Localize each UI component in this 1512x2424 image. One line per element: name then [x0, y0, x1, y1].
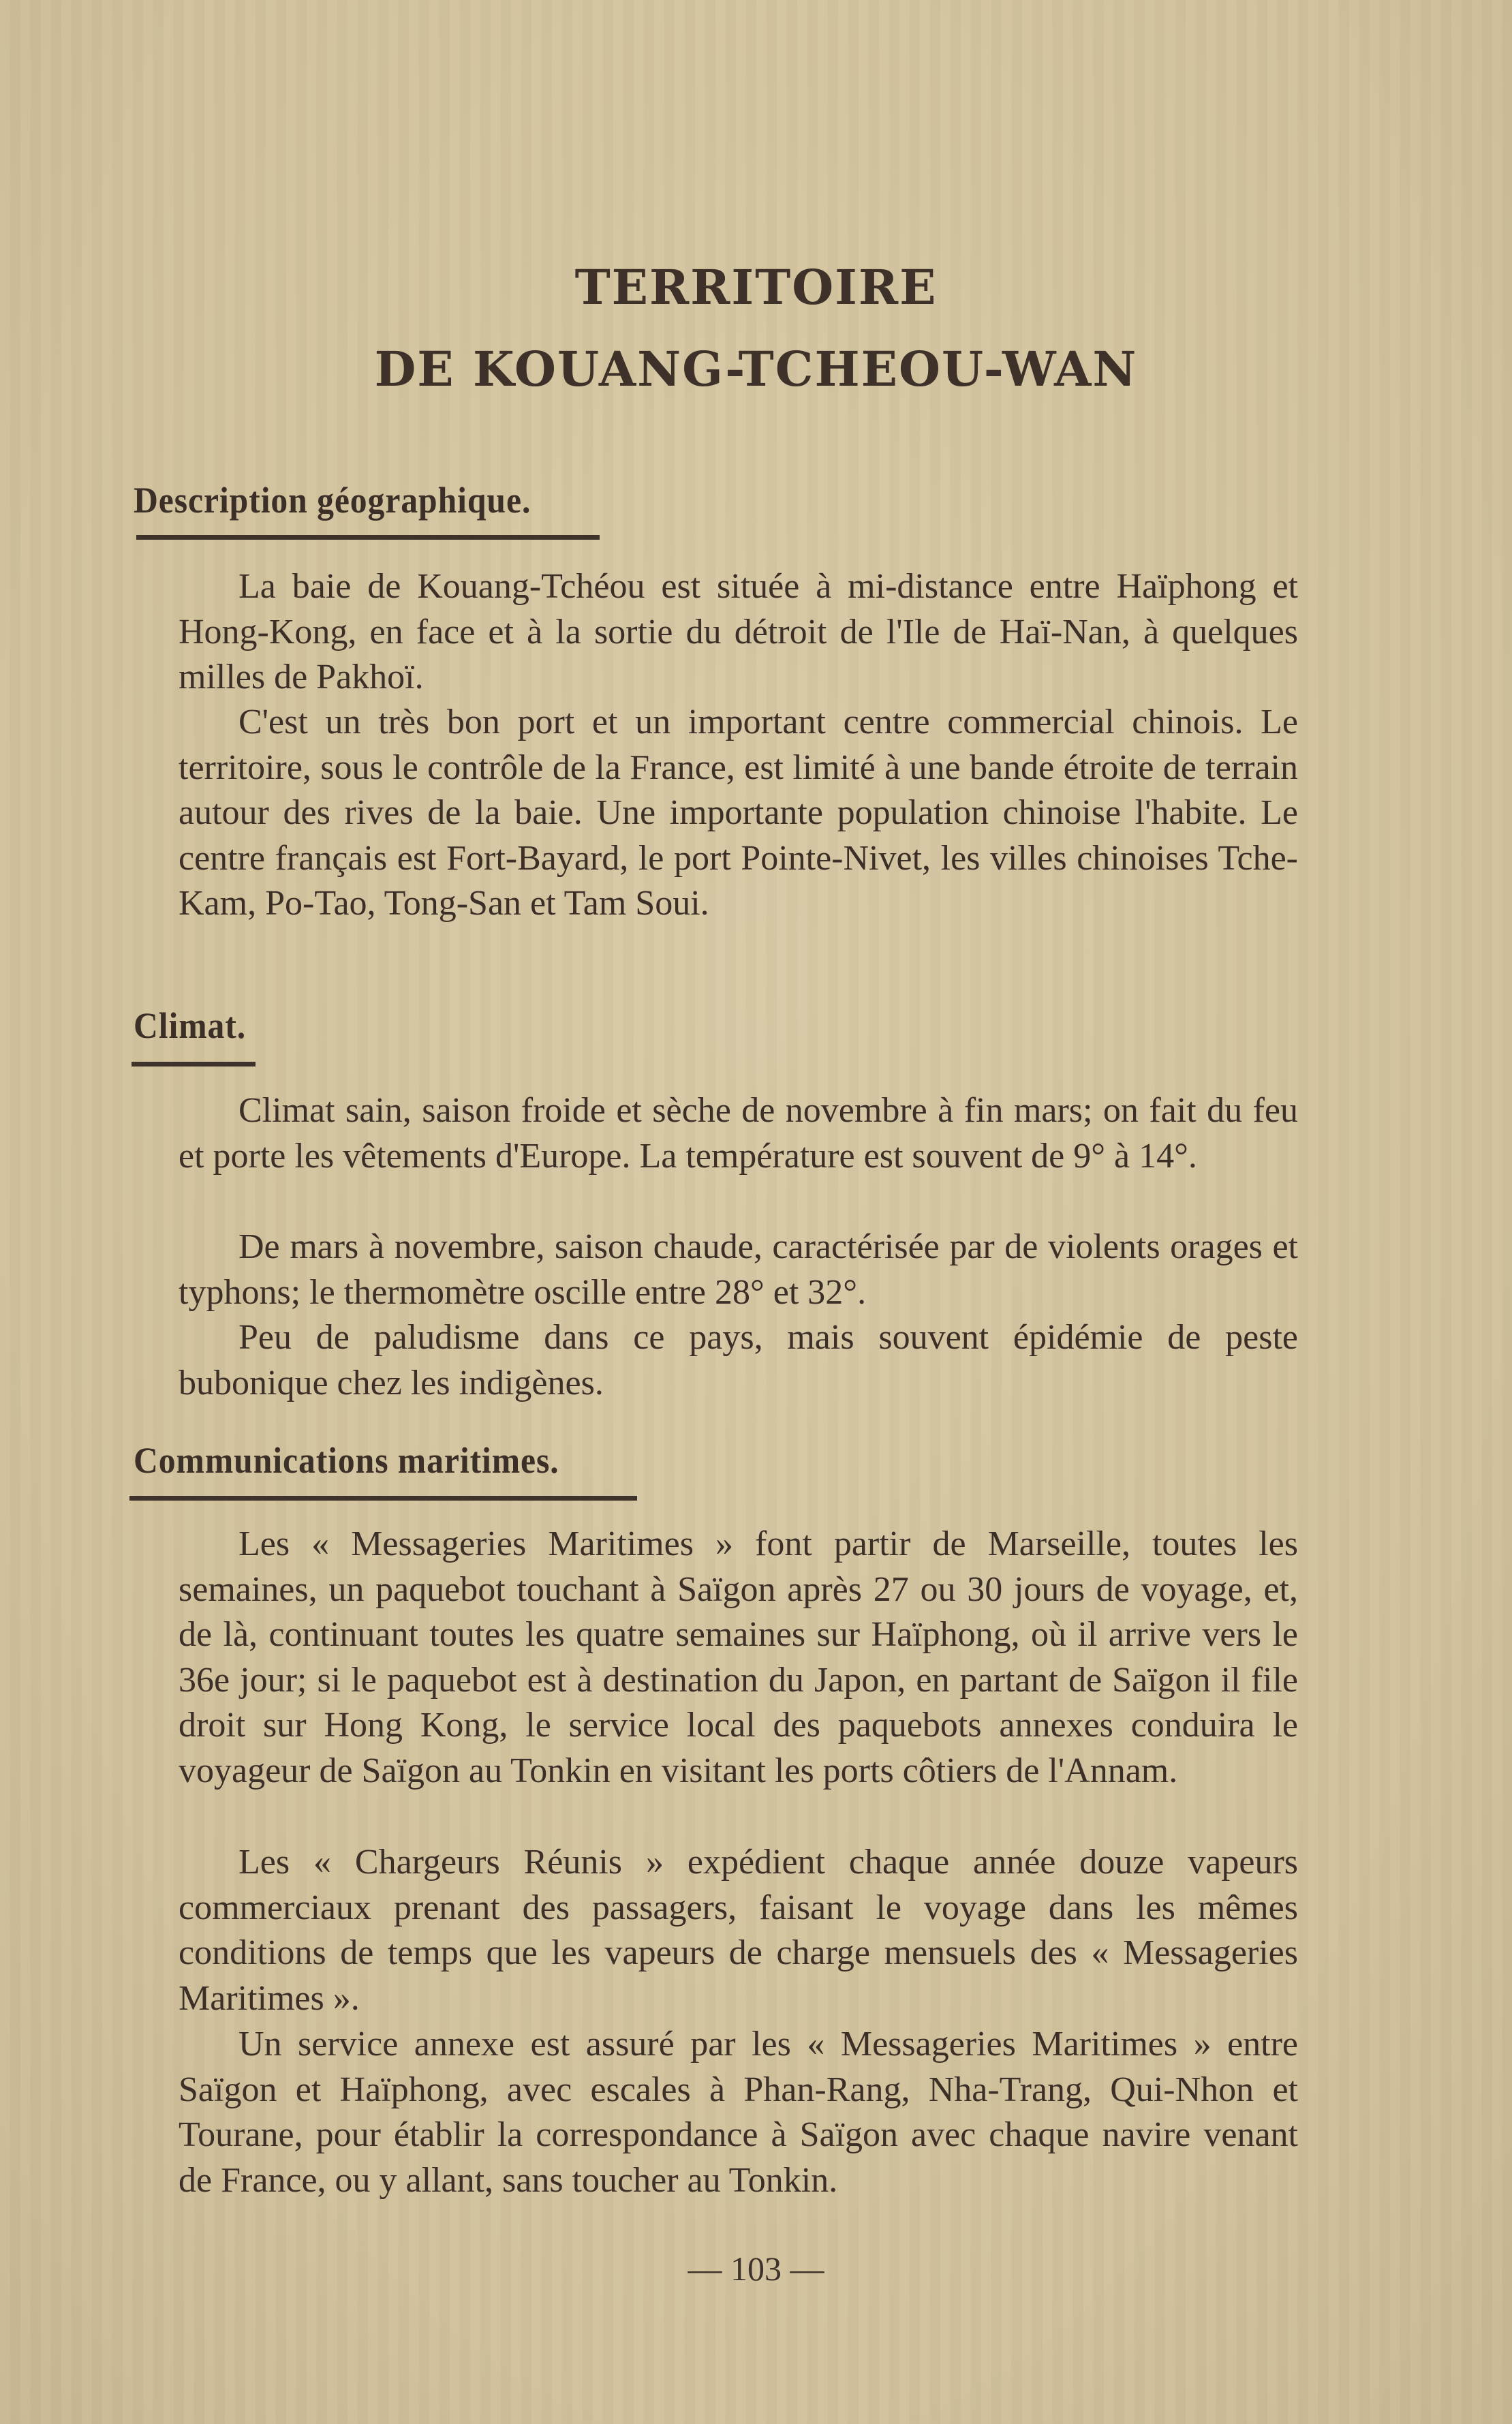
heading-underline — [132, 1062, 256, 1067]
paragraph: Un service annexe est assuré par les « Messageries Maritimes » entre Saïgon et Haïphong, avec escales à Phan-Rang, Nha-Trang, Qui-Nhon et Tourane, pour établir la correspondance à Saïgon avec chaque navire venant de France, ou y allant, sans toucher au Tonkin. — [179, 2025, 1298, 2200]
page-title-line-1: TERRITOIRE — [574, 259, 938, 316]
heading-underline — [136, 535, 600, 540]
paragraph: Les « Chargeurs Réunis » expédient chaque année douze vapeurs commerciaux prenant des passagers, faisant le voyage dans les mêmes conditions de temps que les vapeurs de charge mensuels des « Messageries Maritimes ». — [179, 1843, 1298, 2018]
paragraph: Les « Messageries Maritimes » font partir de Marseille, toutes les semaines, un paquebot touchant à Saïgon après 27 ou 30 jours de voyage, et, de là, continuant toutes les quatre semaines sur Haïphong, où il arrive vers le 36e jour; si le paquebot est à destination du Japon, en partant de Saïgon il file droit sur Hong Kong, le service local des paquebots annexes conduira le voyageur de Saïgon au Tonkin en visitant les ports côtiers de l'Annam. — [179, 1524, 1298, 1790]
page-title-line-2: DE KOUANG-TCHEOU-WAN — [374, 341, 1138, 397]
paragraph: Peu de paludisme dans ce pays, mais souvent épidémie de peste bubonique chez les indigènes. — [179, 1318, 1298, 1402]
section-heading-climat: Climat. — [134, 1005, 247, 1046]
paragraph: De mars à novembre, saison chaude, caractérisée par de violents orages et typhons; le thermomètre oscille entre 28° et 32°. — [179, 1227, 1298, 1312]
paragraph: C'est un très bon port et un important centre commercial chinois. Le territoire, sous le contrôle de la France, est limité à une bande étroite de terrain autour des rives de la baie. Une importante population chinoise l'habite. Le centre français est Fort-Bayard, le port Pointe-Nivet, les villes chinoises Tche-Kam, Po-Tao, Tong-San et Tam Soui. — [179, 703, 1298, 923]
section-heading-description: Description géographique. — [134, 480, 531, 521]
page-number: — 103 — — [688, 2250, 824, 2288]
paragraph: La baie de Kouang-Tchéou est située à mi-distance entre Haïphong et Hong-Kong, en face et à la sortie du détroit de l'Ile de Haï-Nan, à quelques milles de Pakhoï. — [179, 567, 1298, 696]
section-heading-communications: Communications maritimes. — [134, 1440, 559, 1481]
heading-underline — [129, 1496, 637, 1501]
paragraph: Climat sain, saison froide et sèche de novembre à fin mars; on fait du feu et porte les vêtements d'Europe. La température est souvent de 9° à 14°. — [179, 1091, 1298, 1176]
